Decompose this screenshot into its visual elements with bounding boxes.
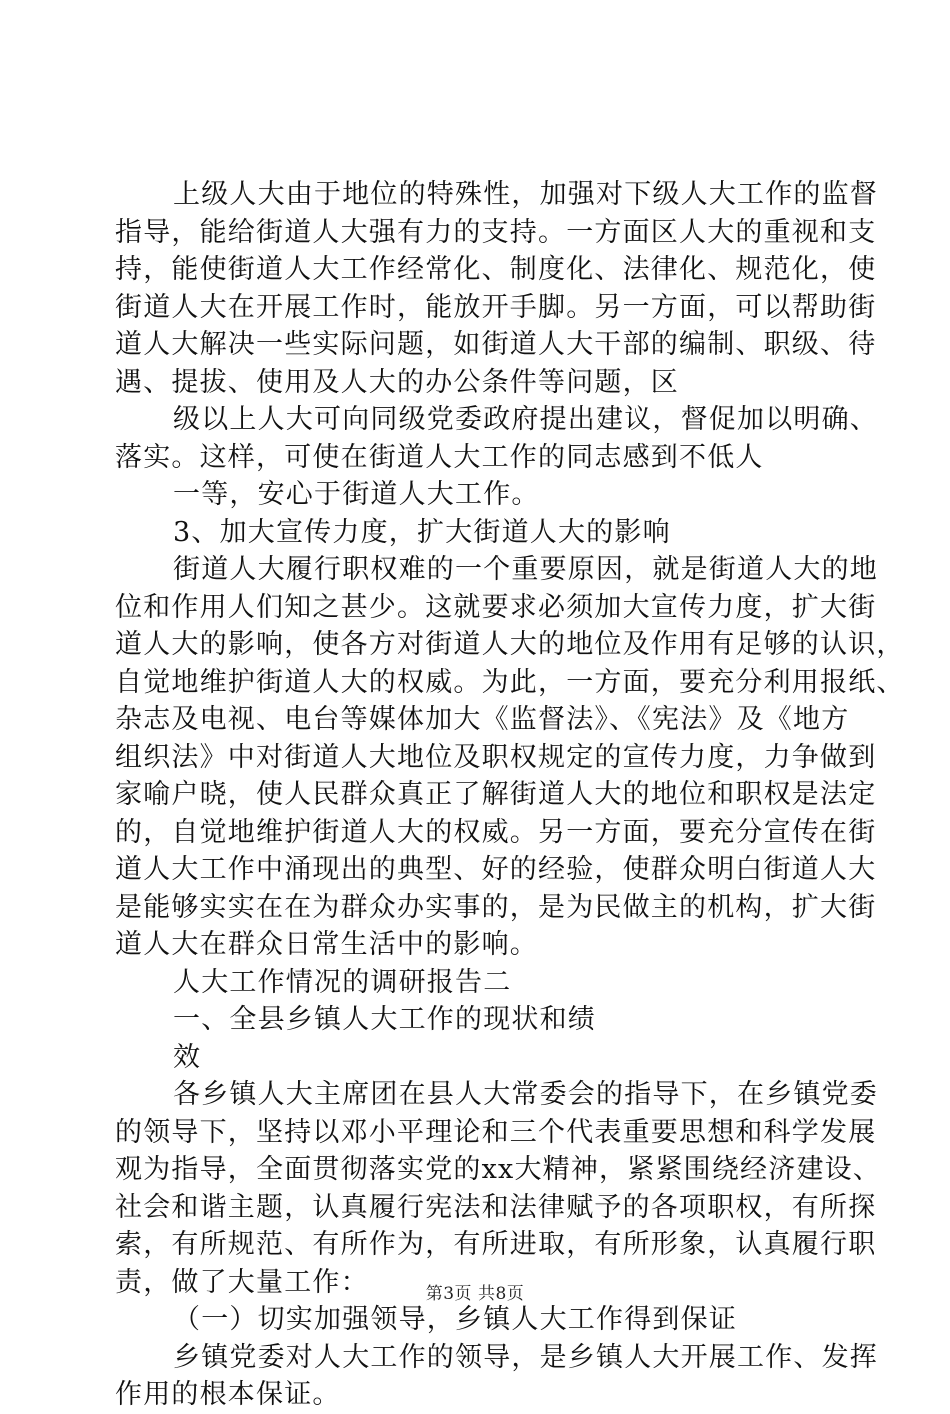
text-line: 作用的根本保证。 — [115, 1379, 341, 1410]
text-line: （一）切实加强领导，乡镇人大工作得到保证 — [173, 1304, 737, 1335]
text-line: 的领导下，坚持以邓小平理论和三个代表重要思想和科学发展 — [115, 1116, 877, 1148]
document-body — [115, 176, 905, 1414]
text-line: 街道人大在开展工作时，能放开手脚。另一方面，可以帮助街 — [115, 291, 877, 323]
text-line: 杂志及电视、电台等媒体加大《监督法》、《宪法》及《地方 — [115, 704, 850, 735]
text-line: 效 — [173, 1041, 202, 1073]
text-line: 家喻户晓，使人民群众真正了解街道人大的地位和职权是法定 — [115, 779, 877, 810]
text-line: 落实。这样，可使在街道人大工作的同志感到不低人 — [115, 441, 764, 473]
text-line: 道人大的影响，使各方对街道人大的地位及作用有足够的认识， — [115, 629, 905, 660]
text-line: 道人大解决一些实际问题，如街道人大干部的编制、职级、待 — [115, 329, 877, 360]
page-number-footer: 第3页 共8页 — [425, 1284, 525, 1304]
text-line: 自觉地维护街道人大的权威。为此，一方面，要充分利用报纸、 — [115, 666, 905, 698]
text-line: 观为指导，全面贯彻落实党的xx大精神，紧紧围绕经济建设、 — [115, 1154, 882, 1185]
text-line: 道人大在群众日常生活中的影响。 — [115, 929, 538, 960]
text-line: 责，做了大量工作： — [115, 1266, 369, 1298]
text-line: 乡镇党委对人大工作的领导，是乡镇人大开展工作、发挥 — [173, 1341, 878, 1373]
text-line: 的，自觉地维护街道人大的权威。另一方面，要充分宣传在街 — [115, 816, 877, 848]
text-line: 是能够实实在在为群众办实事的，是为民做主的机构，扩大街 — [115, 891, 877, 923]
text-line: 社会和谐主题，认真履行宪法和法律赋予的各项职权，有所探 — [115, 1191, 877, 1223]
text-line: 级以上人大可向同级党委政府提出建议，督促加以明确、 — [173, 404, 878, 435]
text-line: 持，能使街道人大工作经常化、制度化、法律化、规范化，使 — [115, 254, 877, 285]
text-line: 遇、提拔、使用及人大的办公条件等问题，区 — [115, 366, 679, 398]
text-line: 3、加大宣传力度，扩大街道人大的影响 — [173, 516, 671, 548]
text-line: 一、全县乡镇人大工作的现状和绩 — [173, 1004, 596, 1035]
text-line: 街道人大履行职权难的一个重要原因，就是街道人大的地 — [173, 554, 878, 585]
text-line: 人大工作情况的调研报告二 — [173, 966, 512, 998]
text-line: 一等，安心于街道人大工作。 — [173, 479, 540, 510]
text-line: 各乡镇人大主席团在县人大常委会的指导下，在乡镇党委 — [173, 1079, 878, 1110]
text-line: 道人大工作中涌现出的典型、好的经验，使群众明白街道人大 — [115, 854, 877, 885]
text-line: 索，有所规范、有所作为，有所进取，有所形象，认真履行职 — [115, 1229, 877, 1260]
text-line: 组织法》中对街道人大地位及职权规定的宣传力度，力争做到 — [115, 741, 877, 773]
text-line: 上级人大由于地位的特殊性，加强对下级人大工作的监督 — [173, 179, 878, 210]
text-line: 指导，能给街道人大强有力的支持。一方面区人大的重视和支 — [115, 216, 877, 248]
text-line: 位和作用人们知之甚少。这就要求必须加大宣传力度，扩大街 — [115, 591, 877, 623]
